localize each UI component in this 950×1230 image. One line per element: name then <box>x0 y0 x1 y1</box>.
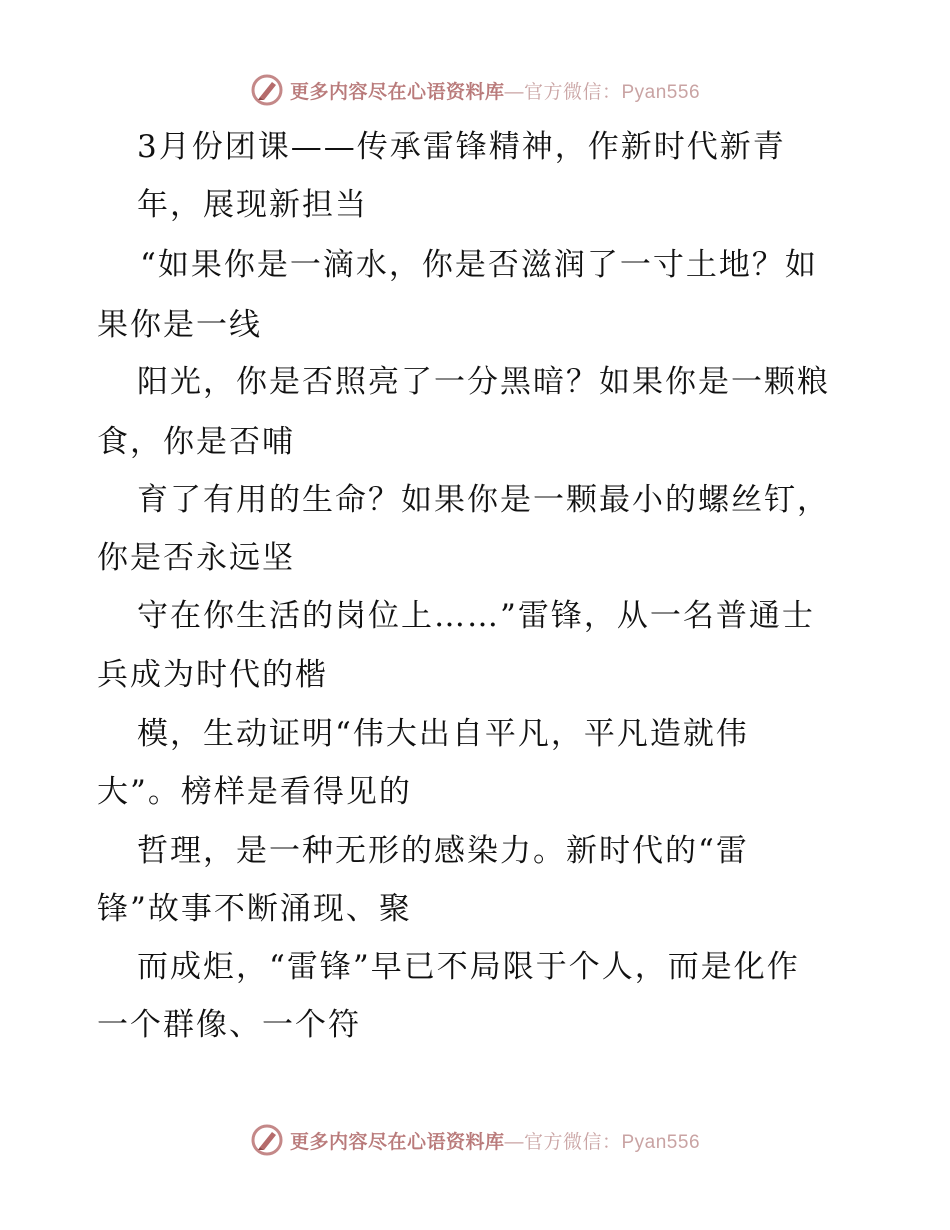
document-title-line: 年，展现新担当 <box>137 187 368 223</box>
document-title-line: 3月份团课——传承雷锋精神，作新时代新青 <box>137 129 786 165</box>
paragraph-line: 食，你是否哺 <box>97 424 295 460</box>
paragraph-line: 而成炬，“雷锋”早已不局限于个人，而是化作 <box>137 949 800 985</box>
paragraph-line: 你是否永远坚 <box>97 540 295 576</box>
paragraph-line: 守在你生活的岗位上……”雷锋，从一名普通士 <box>137 598 815 634</box>
paragraph-line: 兵成为时代的楷 <box>97 657 328 693</box>
paragraph-line: 果你是一线 <box>97 307 262 343</box>
paragraph-line: 大”。榜样是看得见的 <box>97 774 412 810</box>
pen-nib-circle-icon <box>250 1123 284 1157</box>
paragraph-line: 锋”故事不断涌现、聚 <box>97 891 412 927</box>
footer-watermark <box>0 1120 950 1160</box>
paragraph-line: 哲理，是一种无形的感染力。新时代的“雷 <box>137 833 749 869</box>
paragraph-line: 育了有用的生命？如果你是一颗最小的螺丝钉， <box>137 482 830 518</box>
paragraph-line: 模，生动证明“伟大出自平凡，平凡造就伟 <box>137 716 749 752</box>
paragraph-line: 阳光，你是否照亮了一分黑暗？如果你是一颗粮 <box>137 364 830 400</box>
watermark-text: 更多内容尽在心语资料库—官方微信：Pyan556 <box>289 1131 701 1153</box>
paragraph-line: 一个群像、一个符 <box>97 1007 361 1043</box>
paragraph-line: “如果你是一滴水，你是否滋润了一寸土地？如 <box>140 247 818 283</box>
watermark-text: 更多内容尽在心语资料库—官方微信：Pyan556 <box>289 81 701 103</box>
